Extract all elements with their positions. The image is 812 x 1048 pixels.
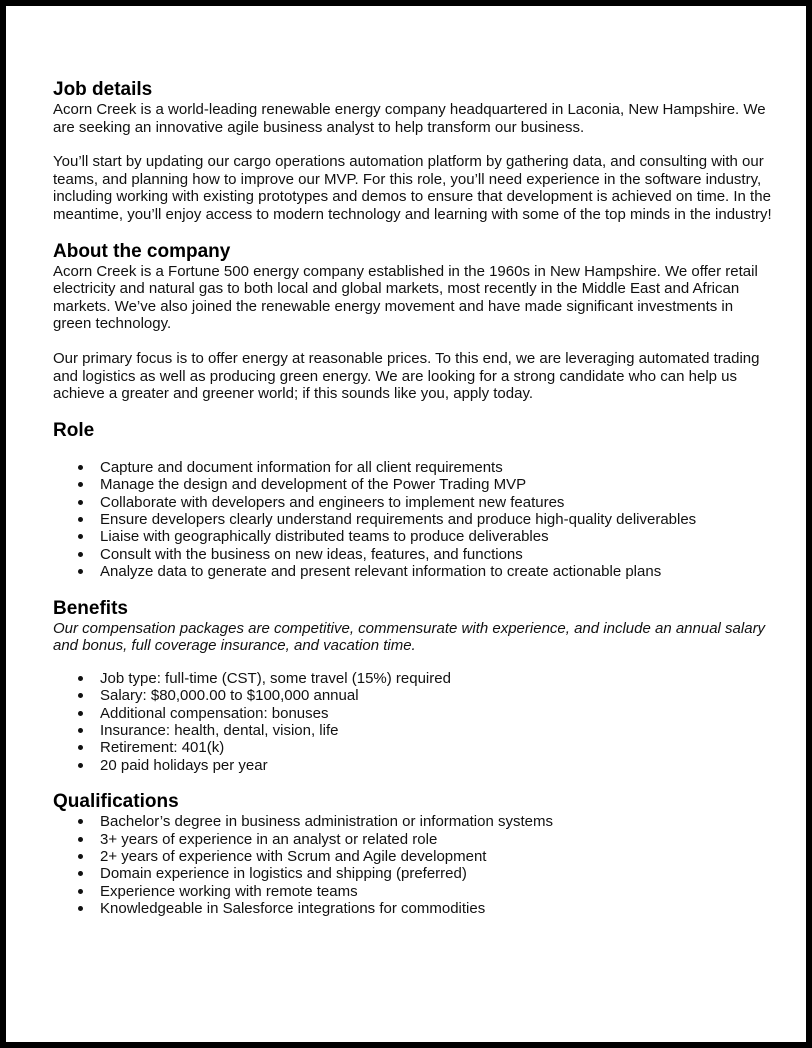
document-page [6,6,806,1042]
role-list [53,459,773,581]
role-item: Ensure developers clearly understand requirements and produce high-quality deliverables [53,511,773,528]
benefit-item: 20 paid holidays per year [53,757,773,774]
qualification-item: Experience working with remote teams [53,883,773,900]
benefit-item: Insurance: health, dental, vision, life [53,722,773,739]
role-item: Collaborate with developers and engineers to implement new features [53,494,773,511]
benefit-item: Salary: $80,000.00 to $100,000 annual [53,687,773,704]
role-item: Consult with the business on new ideas, features, and functions [53,546,773,563]
benefit-item: Additional compensation: bonuses [53,705,773,722]
job-details-heading: Job details [53,79,153,100]
job-details-paragraph-2: You’ll start by updating our cargo operations automation platform by gathering data, and consulting with our teams, and planning how to improve our MVP. For this role, you’ll need experience in the software industry, including working with existing prototypes and demos to ensure that development is achieved on time. In the meantime, you’ll enjoy access to modern technology and learning with some of the top minds in the industry! [53,153,772,223]
about-company-paragraph-2: Our primary focus is to offer energy at reasonable prices. To this end, we are leveraging automated trading and logistics as well as producing green energy. We are looking for a strong candidate who can help us achieve a greater and greener world; if this sounds like you, apply today. [53,349,760,403]
qualification-item: Bachelor’s degree in business administration or information systems [53,813,773,830]
qualification-item: Domain experience in logistics and shipping (preferred) [53,865,773,882]
role-item: Liaise with geographically distributed teams to produce deliverables [53,528,773,545]
benefit-item: Retirement: 401(k) [53,739,773,756]
qualification-item: 2+ years of experience with Scrum and Agile development [53,848,773,865]
about-company-paragraph-1: Acorn Creek is a Fortune 500 energy company established in the 1960s in New Hampshire. We offer retail electricity and natural gas to both local and global markets, most recently in the Middle East and African markets. We’ve also joined the renewable energy movement and have made significant investments in green technology. [53,262,758,333]
benefits-list [53,670,773,774]
role-heading: Role [53,419,95,441]
qualification-item: 3+ years of experience in an analyst or related role [53,831,773,848]
job-posting [53,79,773,918]
job-details-paragraph-1: Acorn Creek is a world-leading renewable energy company headquartered in Laconia, New Hampshire. We are seeking an innovative agile business analyst to help transform our business. [53,101,766,136]
role-item: Capture and document information for all client requirements [53,459,773,476]
benefit-item: Job type: full-time (CST), some travel (15%) required [53,670,773,687]
benefits-heading: Benefits [53,597,128,619]
role-item: Analyze data to generate and present relevant information to create actionable plans [53,563,773,580]
benefits-intro: Our compensation packages are competitive, commensurate with experience, and include an annual salary and bonus, full coverage insurance, and vacation time. [53,619,766,655]
qualifications-list [53,813,773,917]
about-company-heading: About the company [53,240,231,262]
qualification-item: Knowledgeable in Salesforce integrations for commodities [53,900,773,917]
role-item: Manage the design and development of the Power Trading MVP [53,476,773,493]
qualifications-heading: Qualifications [53,791,179,813]
